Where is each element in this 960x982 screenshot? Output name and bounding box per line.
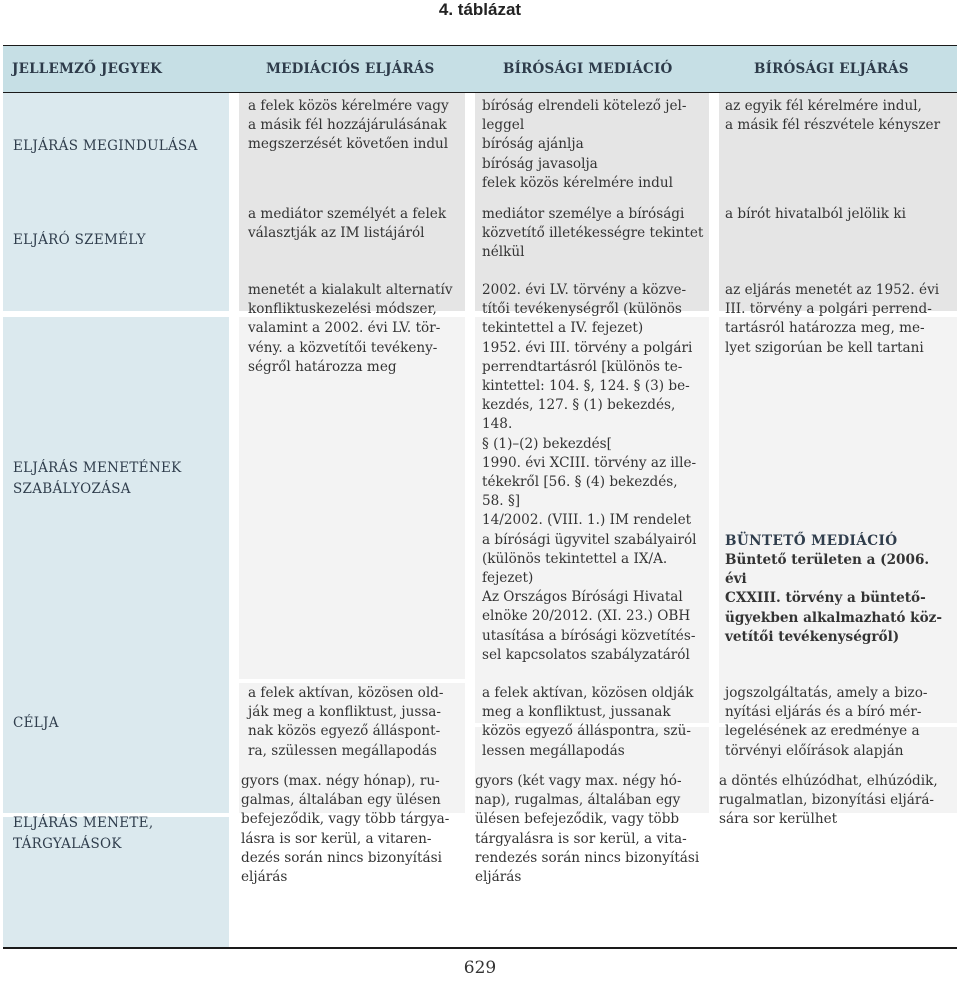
label-szabalyozas-line1: ELJÁRÁS MENETÉNEK — [13, 460, 182, 476]
cell-celja-birosagi-mediacio: a felek aktívan, közösen oldják meg a konfliktust, jussanak közös egyező álláspontra, szü- lessen megállapodás — [482, 685, 694, 759]
label-column-band-1 — [3, 93, 229, 311]
label-menete-line1: ELJÁRÁS MENETE, — [13, 815, 154, 831]
label-megindulas: ELJÁRÁS MEGINDULÁSA — [13, 138, 198, 154]
cell-szemely-birosagi-mediacio: mediátor személye a bírósági közvetítő illetékességre tekintet nélkül — [482, 206, 704, 261]
label-szabalyozas — [13, 458, 182, 500]
label-szemely: ELJÁRÓ SZEMÉLY — [13, 232, 146, 248]
cell-celja-birosagi-eljaras: jogszolgáltatás, amely a bizo- nyítási eljárás és a bíró mér- legelésének az eredménye a törvényi előírások alapján — [725, 685, 928, 759]
bunteto-mediacio-text: Büntető területen a (2006. évi CXXIII. törvény a büntető- ügyekben alkalmazható köz- vetítői tevékenységről) — [725, 552, 943, 645]
label-column-band-2 — [3, 317, 229, 813]
cell-szabalyozas-mediacios: menetét a kialakult alternatív konfliktuskezelési módszer, valamint a 2002. évi LV. tör- vény. a közvetítői tevékeny- ségről határozza meg — [248, 282, 453, 375]
cell-szemely-birosagi-eljaras: a bírót hivatalból jelölik ki — [725, 206, 906, 222]
comparison-table — [3, 45, 957, 949]
cell-szabalyozas-birosagi-eljaras: az eljárás menetét az 1952. évi III. törvény a polgári perrend- tartásról határozza meg, me- lyet szigorúan be kell tartani — [725, 282, 940, 356]
cell-szemely-mediacios: a mediátor személyét a felek választják az IM listájáról — [248, 206, 447, 242]
header-birosagi-mediacio: BÍRÓSÁGI MEDIÁCIÓ — [503, 61, 673, 77]
cell-menete-birosagi-mediacio: gyors (két vagy max. négy hó- nap), rugalmas, általában egy ülésen befejeződik, vagy több tárgyalásra is sor kerül, a vita- rendezés során nincs bizonyítási eljárás — [475, 773, 700, 886]
cell-menete-birosagi-eljaras: a döntés elhúzódhat, elhúzódik, rugalmatlan, bizonyítási eljárá- sára sor kerülhet — [719, 773, 938, 828]
header-mediacios: MEDIÁCIÓS ELJÁRÁS — [266, 61, 435, 77]
label-menete-line2: TÁRGYALÁSOK — [13, 836, 122, 852]
cell-megindulas-birosagi-eljaras: az egyik fél kérelmére indul, a másik fél részvétele kényszer — [725, 98, 941, 134]
header-jellemzo: JELLEMZŐ JEGYEK — [12, 61, 163, 77]
table-header — [3, 45, 957, 93]
cell-megindulas-mediacios: a felek közös kérelmére vagy a másik fél hozzájárulásának megszerzését követően indul — [248, 98, 449, 153]
label-celja: CÉLJA — [13, 715, 59, 731]
cell-szabalyozas-birosagi-mediacio: 2002. évi LV. törvény a közve- títői tevékenységről (különös tekintettel a IV. fejezet) 1952. évi III. törvény a polgári perrendtartásról [különös te- kintettel: 104. §, 124. § (3) be- kezdés, 127. § (1) bekezdés, 148. § (1)–(2) bekezdés[ 1990. évi XCIII. törvény az ille- tékekről [56. § (4) bekezdés, 58. §] 14/2002. (VIII. 1.) IM rendelet a bírósági ügyvitel szabályairól (különös tekintettel a IX/A. fejezet) Az Országos Bírósági Hivatal elnöke 20/2012. (XI. 23.) OBH utasítása a bírósági közvetítés- sel kapcsolatos szabályzatáról — [482, 282, 697, 663]
cell-megindulas-birosagi-mediacio: bíróság elrendeli kötelező jel- leggel bíróság ajánlja bíróság javasolja felek közös kérelmére indul — [482, 98, 687, 191]
table-title: 4. táblázat — [438, 0, 522, 19]
label-menete — [13, 813, 153, 855]
table-bottom-rule — [3, 947, 957, 949]
bunteto-mediacio-title: BÜNTETŐ MEDIÁCIÓ — [725, 533, 898, 549]
cell-menete-mediacios: gyors (max. négy hónap), ru- galmas, általában egy ülésen befejeződik, vagy több tárgya- lásra is sor kerül, a vitaren- dezés során nincs bizonyítási eljárás — [241, 773, 450, 886]
label-szabalyozas-line2: SZABÁLYOZÁSA — [13, 481, 131, 497]
header-birosagi-eljaras: BÍRÓSÁGI ELJÁRÁS — [754, 61, 909, 77]
cell-celja-mediacios: a felek aktívan, közösen old- ják meg a konfliktust, jussa- nak közös egyező álláspont- ra, szülessen megállapodás — [248, 685, 444, 759]
page-number: 629 — [463, 958, 497, 978]
